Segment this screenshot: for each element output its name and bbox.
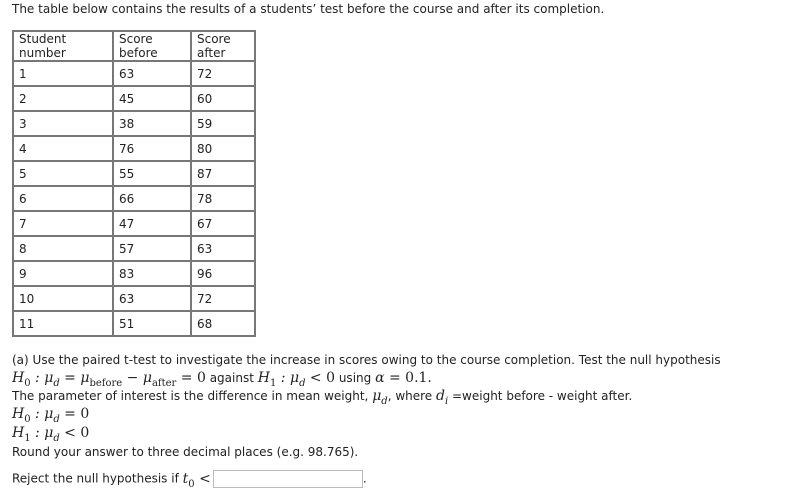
cell-student-number: 6 — [13, 186, 113, 211]
intro-text: The table below contains the results of a students’ test before the course and after its completion. — [12, 2, 605, 16]
cell-score-after: 72 — [191, 286, 255, 311]
cell-score-before: 63 — [113, 61, 191, 86]
alpha-value: 0.1. — [405, 370, 432, 386]
cell-score-after: 63 — [191, 236, 255, 261]
table-row — [13, 211, 255, 236]
cell-student-number: 1 — [13, 61, 113, 86]
table-row — [13, 261, 255, 286]
using-text: using — [335, 371, 376, 385]
answer-input[interactable] — [213, 470, 363, 488]
table-row — [13, 61, 255, 86]
cell-score-after: 60 — [191, 86, 255, 111]
cell-score-before: 47 — [113, 211, 191, 236]
scores-table — [12, 30, 256, 337]
cell-score-after: 87 — [191, 161, 255, 186]
cell-student-number: 3 — [13, 111, 113, 136]
cell-score-before: 76 — [113, 136, 191, 161]
table-row — [13, 136, 255, 161]
parameter-where: , where — [387, 389, 437, 403]
cell-score-before: 38 — [113, 111, 191, 136]
cell-student-number: 5 — [13, 161, 113, 186]
cell-student-number: 7 — [13, 211, 113, 236]
d-i-symbol: $d_i$ — [436, 388, 449, 407]
table-row — [13, 111, 255, 136]
null-hypothesis-formula: $H_0$ : $\mu_d = \mu_{before} - \mu_{after} = 0$ — [12, 370, 206, 389]
cell-score-before: 66 — [113, 186, 191, 211]
cell-score-after: 72 — [191, 61, 255, 86]
cell-student-number: 4 — [13, 136, 113, 161]
rounding-instruction: Round your answer to three decimal places (e.g. 98.765). — [12, 445, 359, 459]
parameter-tail: =weight before - weight after. — [448, 389, 633, 403]
against-text: against — [205, 371, 258, 385]
mu-d-symbol: $\mu_d$ — [372, 388, 388, 407]
table-row — [13, 236, 255, 261]
cell-score-before: 83 — [113, 261, 191, 286]
table-row — [13, 311, 255, 336]
cell-score-after: 68 — [191, 311, 255, 336]
parameter-statement — [12, 388, 632, 410]
h0-formula: $H_0$ : $\mu_d = 0$ — [12, 406, 90, 425]
cell-student-number: 2 — [13, 86, 113, 111]
cell-score-after: 80 — [191, 136, 255, 161]
cell-score-before: 51 — [113, 311, 191, 336]
table-row — [13, 161, 255, 186]
cell-score-after: 67 — [191, 211, 255, 236]
header-score-before: Score before — [113, 31, 191, 61]
reject-suffix: . — [362, 471, 367, 486]
cell-score-after: 78 — [191, 186, 255, 211]
cell-score-before: 45 — [113, 86, 191, 111]
cell-student-number: 11 — [13, 311, 113, 336]
cell-student-number: 10 — [13, 286, 113, 311]
cell-score-before: 55 — [113, 161, 191, 186]
cell-student-number: 9 — [13, 261, 113, 286]
cell-score-before: 63 — [113, 286, 191, 311]
header-student-number: Student number — [13, 31, 113, 61]
cell-score-after: 96 — [191, 261, 255, 286]
alt-hypothesis-formula: $H_1$ : $\mu_d < 0$ — [257, 370, 336, 389]
h1-formula: $H_1$ : $\mu_d < 0$ — [12, 425, 90, 444]
t0-symbol: $t_0$ < — [182, 470, 211, 490]
cell-score-after: 59 — [191, 111, 255, 136]
parameter-lead: The parameter of interest is the difference in mean weight, — [12, 389, 373, 403]
cell-score-before: 57 — [113, 236, 191, 261]
alpha-formula: α = — [375, 370, 406, 386]
table-row — [13, 186, 255, 211]
cell-student-number: 8 — [13, 236, 113, 261]
reject-prefix: Reject the null hypothesis if — [12, 471, 183, 486]
question-part-a: (a) Use the paired t-test to investigate the increase in scores owing to the course completion. Test the null hypothesis — [12, 353, 721, 367]
table-row — [13, 86, 255, 111]
table-row — [13, 286, 255, 311]
header-score-after: Score after — [191, 31, 255, 61]
table-header-row — [13, 31, 255, 61]
